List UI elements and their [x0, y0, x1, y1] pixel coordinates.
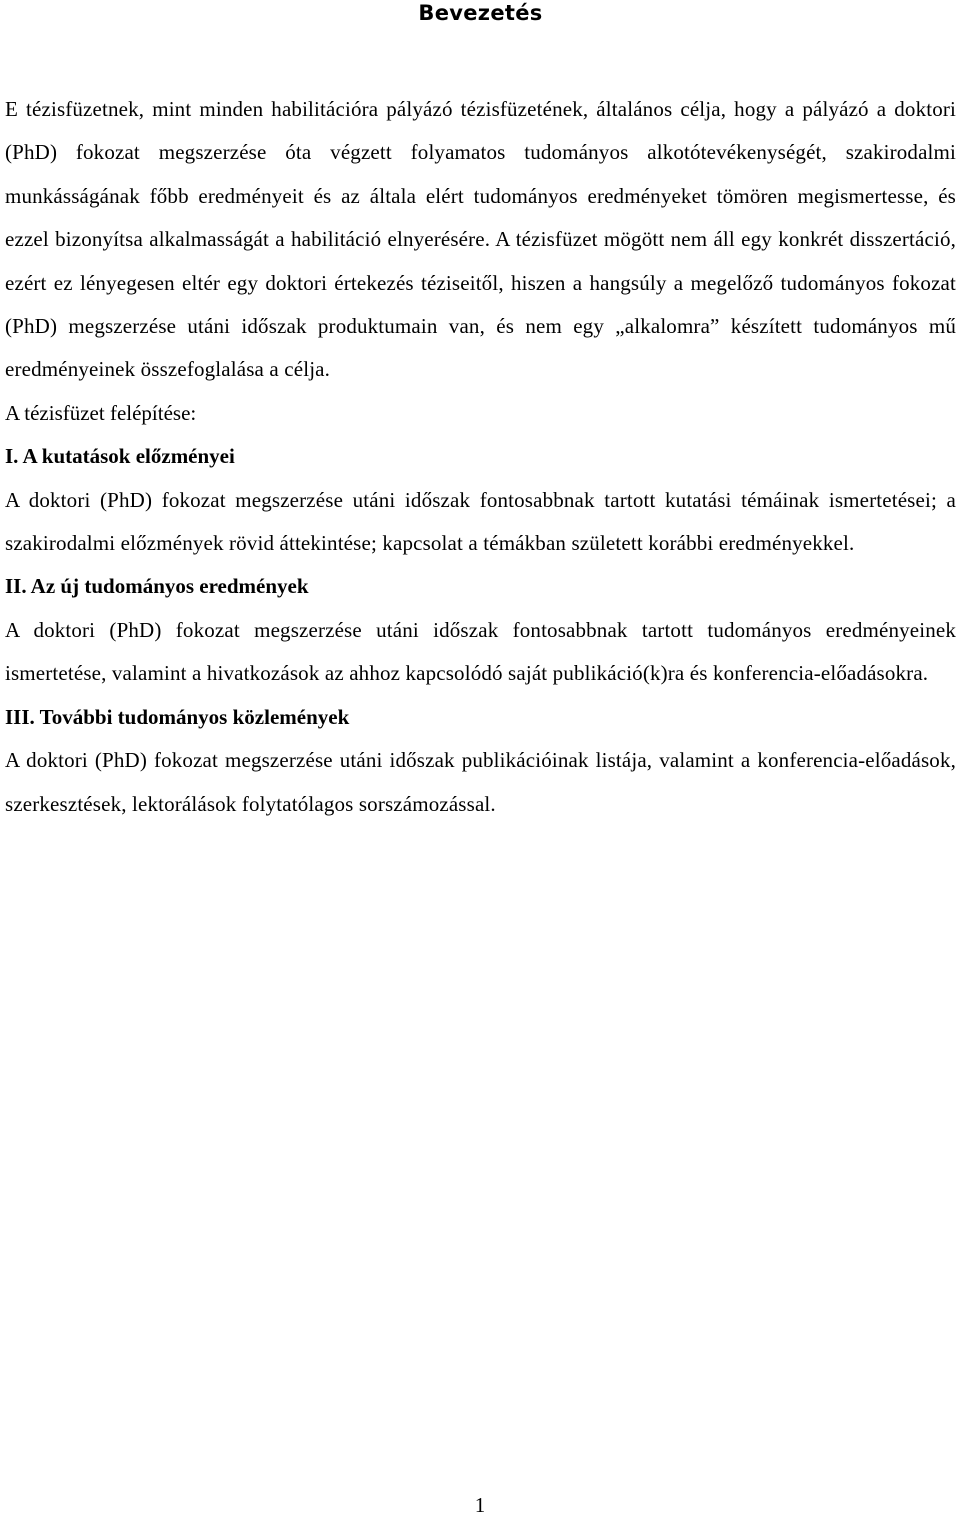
section-1: [5, 435, 956, 565]
section-3: [5, 696, 956, 826]
intro-paragraph: E tézisfüzetnek, mint minden habilitációra pályázó tézisfüzetének, általános célja, hogy a pályázó a doktori (PhD) fokozat megszerzése óta végzett folyamatos tudományos alkotótevékenységét, szakirodalmi munkásságának főbb eredményeit és az általa elért tudományos eredményeket tömören megismertesse, és ezzel bizonyítsa alkalmasságát a habilitáció elnyerésére. A tézisfüzet mögött nem áll egy konkrét disszertáció, ezért ez lényegesen eltér egy doktori értekezés téziseitől, hiszen a hangsúly a megelőző tudományos fokozat (PhD) megszerzése utáni időszak produktumain van, és nem egy „alkalomra” készített tudományos mű eredményeinek összefoglalása a célja.: [5, 97, 956, 382]
document-page: [5, 0, 956, 826]
section-heading: I. A kutatások előzményei: [5, 444, 235, 469]
section-text: A doktori (PhD) fokozat megszerzése utáni időszak fontosabbnak tartott kutatási témáinak ismertetései; a szakirodalmi előzmények rövid áttekintése; kapcsolat a témákban született korábbi eredményekkel.: [5, 487, 956, 556]
section-text: A doktori (PhD) fokozat megszerzése utáni időszak publikációinak listája, valamint a konferencia-előadások, szerkesztések, lektorálások folytatólagos sorszámozással.: [5, 748, 956, 816]
section-2: [5, 565, 956, 695]
page-title: Bevezetés: [418, 1, 543, 25]
page-number: 1: [474, 1493, 486, 1517]
section-heading: III. További tudományos közlemények: [5, 704, 350, 729]
section-text: A doktori (PhD) fokozat megszerzése utáni időszak fontosabbnak tartott tudományos eredményeinek ismertetése, valamint a hivatkozások az ahhoz kapcsolódó saját publikáció(k)ra és konferencia-előadásokra.: [5, 617, 956, 686]
structure-label: A tézisfüzet felépítése:: [5, 400, 197, 425]
section-heading: II. Az új tudományos eredmények: [5, 574, 309, 599]
